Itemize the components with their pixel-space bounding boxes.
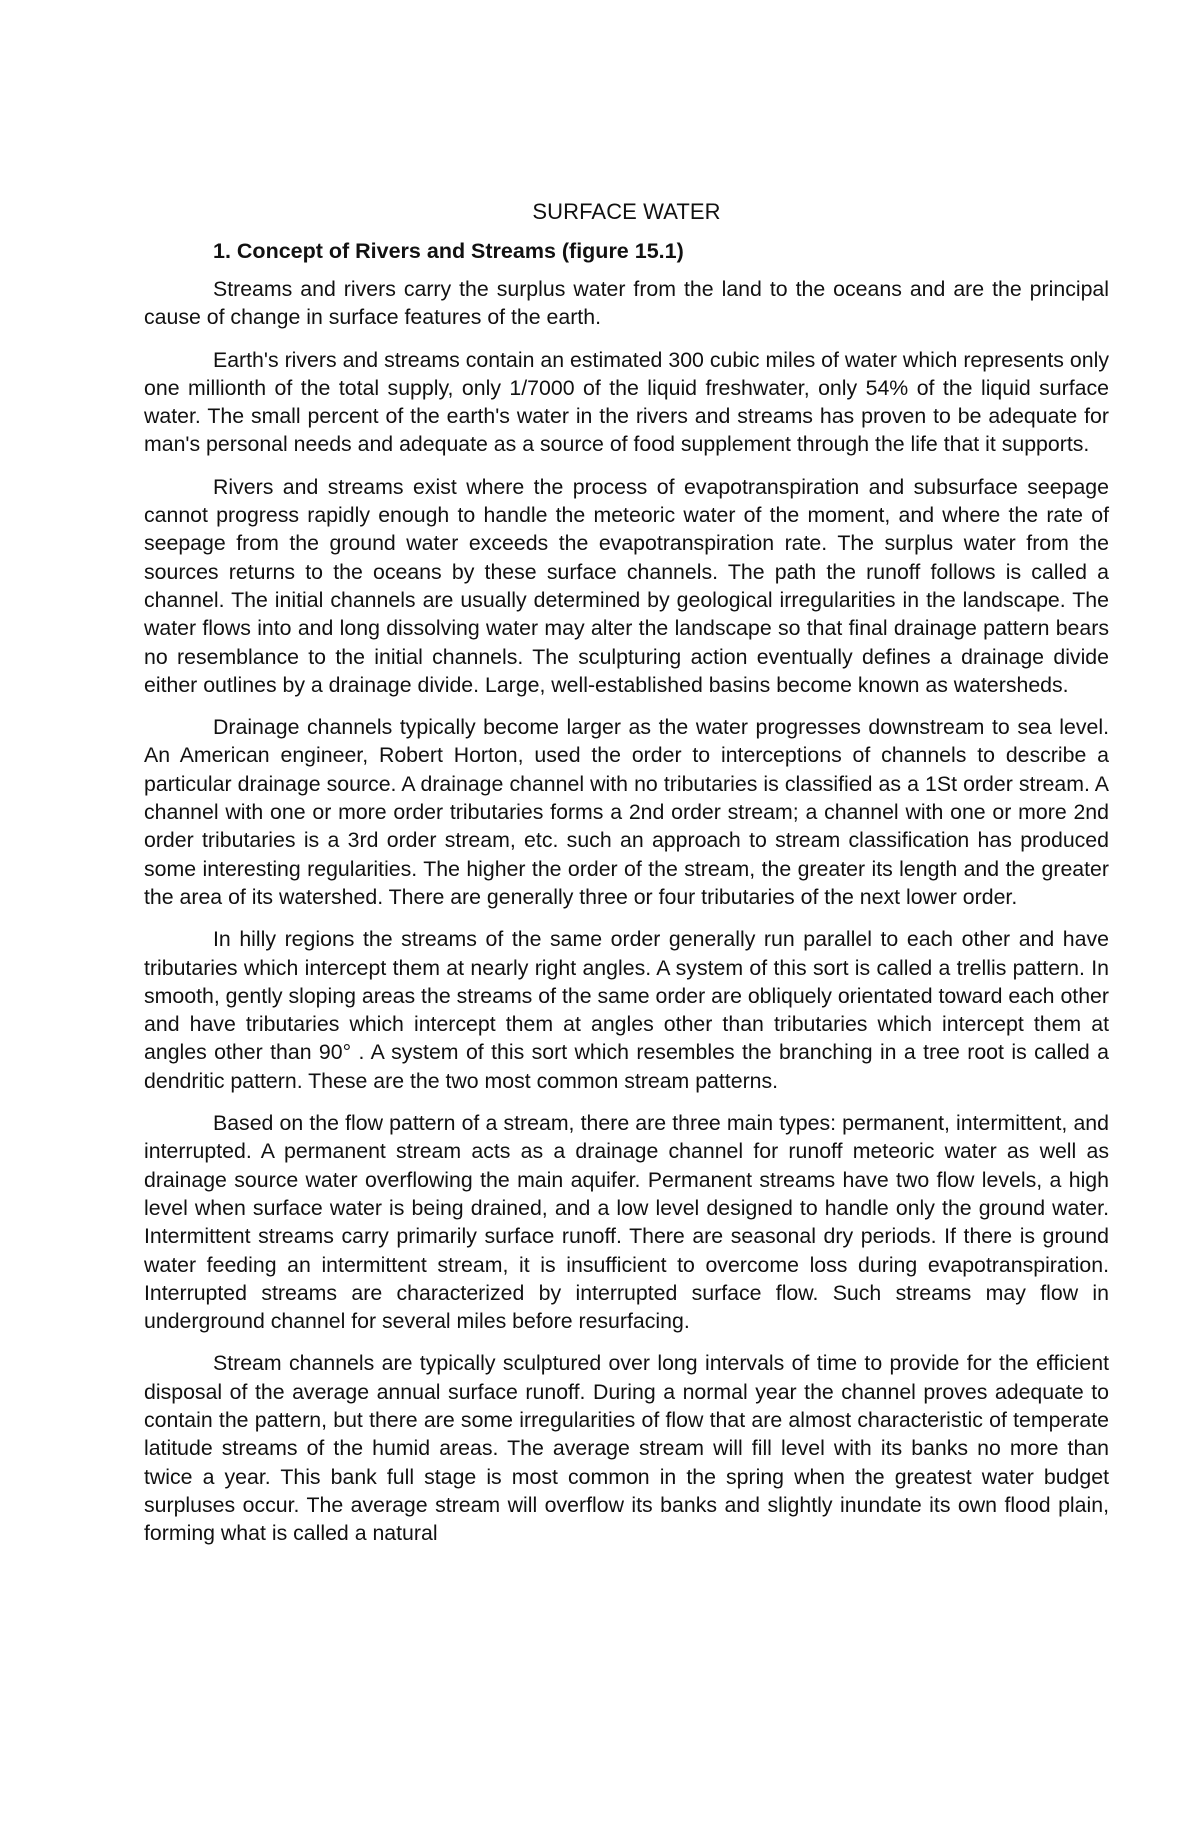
paragraph-5: In hilly regions the streams of the same order generally run parallel to each other and have tributaries which intercept them at nearly right angles. A system of this sort is called a trellis pattern. In smooth, gently sloping areas the streams of the same order are obliquely orientated toward each other and have tributaries which intercept them at angles other than tributaries which intercept them at angles other than 90° . A system of this sort which resembles the branching in a tree root is called a dendritic pattern. These are the two most common stream patterns. (144, 927, 1109, 1093)
paragraph-4: Drainage channels typically become larger as the water progresses downstream to sea level. An American engineer, Robert Horton, used the order to interceptions of channels to describe a particular drainage source. A drainage channel with no tributaries is classified as a 1St order stream. A channel with one or more order tributaries forms a 2nd order stream; a channel with one or more 2nd order tributaries is a 3rd order stream, etc. such an approach to stream classification has produced some interesting regularities. The higher the order of the stream, the greater its length and the greater the area of its watershed. There are generally three or four tributaries of the next lower order. (144, 715, 1109, 909)
page-title: SURFACE WATER (532, 199, 721, 224)
document-body (144, 198, 1109, 1561)
paragraph-3: Rivers and streams exist where the process of evapotranspiration and subsurface seepage cannot progress rapidly enough to handle the meteoric water of the moment, and where the rate of seepage from the ground water exceeds the evapotranspiration rate. The surplus water from the sources returns to the oceans by these surface channels. The path the runoff follows is called a channel. The initial channels are usually determined by geological irregularities in the landscape. The water flows into and long dissolving water may alter the landscape so that final drainage pattern bears no resemblance to the initial channels. The sculpturing action eventually defines a drainage divide either outlines by a drainage divide. Large, well-established basins become known as watersheds. (144, 474, 1109, 697)
section-heading: 1. Concept of Rivers and Streams (figure 15.1) (213, 239, 684, 263)
paragraph-2: Earth's rivers and streams contain an estimated 300 cubic miles of water which represents only one millionth of the total supply, only 1/7000 of the liquid freshwater, only 54% of the liquid surface water. The small percent of the earth's water in the rivers and streams has proven to be adequate for man's personal needs and adequate as a source of food supplement through the life that it supports. (144, 347, 1109, 457)
paragraph-6: Based on the flow pattern of a stream, there are three main types: permanent, intermittent, and interrupted. A permanent stream acts as a drainage channel for runoff meteoric water as well as drainage source water overflowing the main aquifer. Permanent streams have two flow levels, a high level when surface water is being drained, and a low level designed to handle only the ground water. Intermittent streams carry primarily surface runoff. There are seasonal dry periods. If there is ground water feeding an intermittent stream, it is insufficient to overcome loss during evapotranspiration. Interrupted streams are characterized by interrupted surface flow. Such streams may flow in underground channel for several miles before resurfacing. (144, 1111, 1109, 1334)
paragraph-1: Streams and rivers carry the surplus water from the land to the oceans and are the principal cause of change in surface features of the earth. (144, 277, 1109, 330)
paragraph-7: Stream channels are typically sculptured over long intervals of time to provide for the efficient disposal of the average annual surface runoff. During a normal year the channel proves adequate to contain the pattern, but there are some irregularities of flow that are almost characteristic of temperate latitude streams of the humid areas. The average stream will fill level with its banks no more than twice a year. This bank full stage is most common in the spring when the greatest water budget surpluses occur. The average stream will overflow its banks and slightly inundate its own flood plain, forming what is called a natural (144, 1351, 1109, 1546)
